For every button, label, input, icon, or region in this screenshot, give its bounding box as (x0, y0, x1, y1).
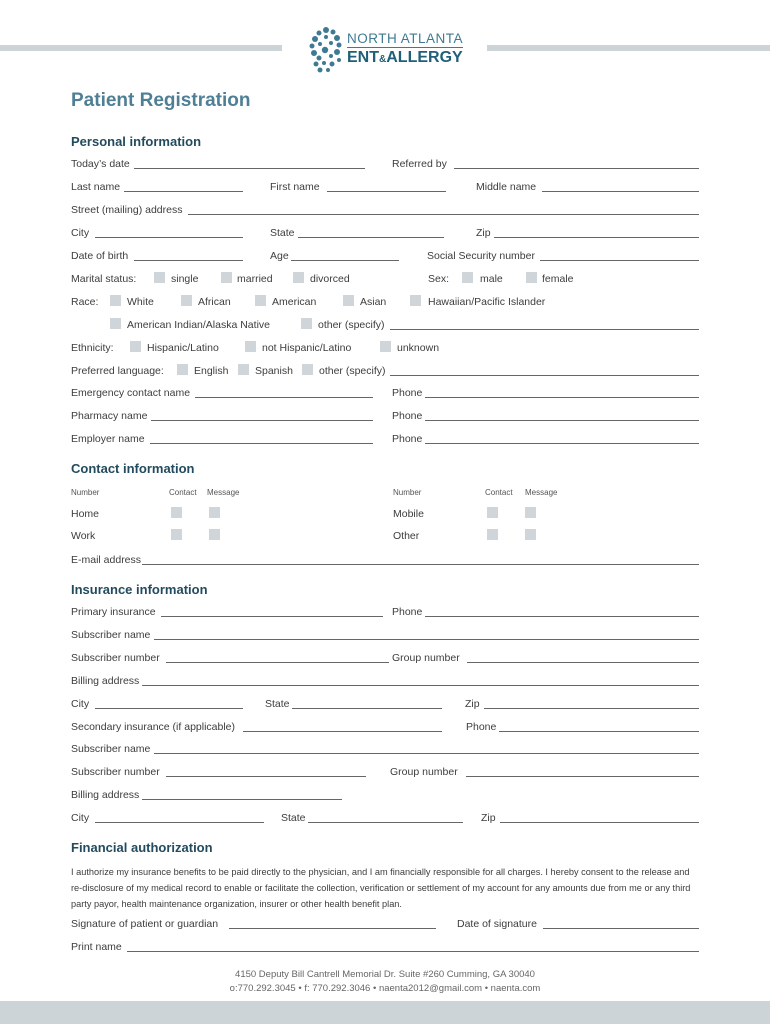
col-number-left: Number (71, 488, 100, 497)
subscriber-name-2-field[interactable] (154, 753, 699, 754)
unknown-label: unknown (397, 342, 440, 354)
footer-address: 4150 Deputy Bill Cantrell Memorial Dr. Suite #260 Cumming, GA 30040 (235, 969, 535, 980)
race-label: Race: (71, 296, 99, 308)
state-field[interactable] (298, 237, 444, 238)
financial-heading: Financial authorization (71, 840, 213, 855)
group-number-2-field[interactable] (466, 776, 699, 777)
print-name-label: Print name (71, 941, 122, 953)
col-message-right: Message (525, 488, 558, 497)
billing-field[interactable] (142, 685, 699, 686)
pharmacy-phone-label: Phone (392, 410, 423, 422)
ins-zip-2-label: Zip (481, 812, 496, 824)
employer-field[interactable] (150, 443, 373, 444)
todays-date-label: Today’s date (71, 158, 130, 170)
financial-text: I authorize my insurance benefits to be paid directly to the physician, and I am financially responsible for all charges. I hereby consent to the release and re-disclosure of my medical record to enable or facilitate the collection, verification or settlement of my account for any amounts due from me or any third party payor, health maintenance organization, insurer or other health benefit plan. (71, 867, 691, 909)
married-checkbox[interactable] (221, 272, 232, 283)
ins-state-2-label: State (281, 812, 306, 824)
date-signature-label: Date of signature (457, 918, 537, 930)
subscriber-number-label: Subscriber number (71, 652, 160, 664)
zip-field[interactable] (494, 237, 699, 238)
state-label: State (270, 227, 295, 239)
head-icon (306, 24, 346, 76)
other-contact-checkbox[interactable] (487, 529, 498, 540)
logo-ent: ENT (347, 49, 379, 66)
secondary-label: Secondary insurance (if applicable) (71, 721, 236, 733)
logo-line-2 (347, 49, 463, 67)
subscriber-number-2-label: Subscriber number (71, 766, 160, 778)
insurance-heading: Insurance information (71, 582, 208, 597)
mobile-contact-checkbox[interactable] (487, 507, 498, 518)
group-number-2-label: Group number (390, 766, 458, 778)
subscriber-name-field[interactable] (154, 639, 699, 640)
ins-city-field[interactable] (95, 708, 243, 709)
last-name-field[interactable] (124, 191, 243, 192)
logo-rule (347, 47, 463, 48)
ins-zip-field[interactable] (484, 708, 699, 709)
african-label: African (198, 296, 231, 308)
primary-phone-field[interactable] (425, 616, 699, 617)
work-contact-checkbox[interactable] (171, 529, 182, 540)
logo-amp: & (379, 54, 387, 65)
logo (306, 22, 471, 78)
emergency-phone-field[interactable] (425, 397, 699, 398)
age-label: Age (270, 250, 289, 262)
first-name-label: First name (270, 181, 320, 193)
ins-state-label: State (265, 698, 290, 710)
male-checkbox[interactable] (462, 272, 473, 283)
emergency-field[interactable] (195, 397, 373, 398)
group-number-label: Group number (392, 652, 460, 664)
referred-by-field[interactable] (454, 168, 699, 169)
other-label: Other (393, 530, 420, 542)
asian-label: Asian (360, 296, 387, 308)
single-checkbox[interactable] (154, 272, 165, 283)
subscriber-name-2-label: Subscriber name (71, 743, 151, 755)
logo-allergy: ALLERGY (386, 49, 463, 66)
white-checkbox[interactable] (110, 295, 121, 306)
married-label: married (237, 273, 273, 285)
email-field[interactable] (142, 564, 699, 565)
subscriber-number-2-field[interactable] (166, 776, 366, 777)
work-message-checkbox[interactable] (209, 529, 220, 540)
employer-phone-field[interactable] (425, 443, 699, 444)
american-indian-label: American Indian/Alaska Native (127, 319, 270, 331)
race-other-field[interactable] (390, 329, 699, 330)
personal-heading: Personal information (71, 134, 202, 149)
signature-field[interactable] (229, 928, 436, 929)
primary-phone-label: Phone (392, 606, 423, 618)
ethnicity-label: Ethnicity: (71, 342, 114, 354)
print-name-field[interactable] (127, 951, 699, 952)
street-field[interactable] (188, 214, 699, 215)
middle-name-label: Middle name (476, 181, 537, 193)
single-label: single (171, 273, 199, 285)
middle-name-field[interactable] (542, 191, 699, 192)
billing-2-field[interactable] (142, 799, 342, 800)
city-field[interactable] (95, 237, 243, 238)
home-message-checkbox[interactable] (209, 507, 220, 518)
last-name-label: Last name (71, 181, 121, 193)
african-checkbox[interactable] (181, 295, 192, 306)
ins-city-label: City (71, 698, 90, 710)
group-number-field[interactable] (467, 662, 699, 663)
english-label: English (194, 365, 229, 377)
primary-label: Primary insurance (71, 606, 156, 618)
marital-label: Marital status: (71, 273, 137, 285)
signature-label: Signature of patient or guardian (71, 918, 219, 930)
header-bar-right (487, 45, 770, 51)
page-title: Patient Registration (71, 90, 251, 111)
other-message-checkbox[interactable] (525, 529, 536, 540)
race-other-label: other (specify) (318, 319, 385, 331)
language-other-checkbox[interactable] (302, 364, 313, 375)
not-hispanic-label: not Hispanic/Latino (262, 342, 352, 354)
ins-city-2-label: City (71, 812, 90, 824)
pharmacy-phone-field[interactable] (425, 420, 699, 421)
zip-label: Zip (476, 227, 491, 239)
hawaiian-label: Hawaiian/Pacific Islander (428, 296, 546, 308)
ins-state-2-field[interactable] (308, 822, 463, 823)
mobile-message-checkbox[interactable] (525, 507, 536, 518)
col-contact-left: Contact (169, 488, 197, 497)
mobile-label: Mobile (393, 508, 424, 520)
billing-label: Billing address (71, 675, 140, 687)
language-other-field[interactable] (390, 375, 699, 376)
dob-label: Date of birth (71, 250, 129, 262)
date-signature-field[interactable] (543, 928, 699, 929)
secondary-phone-field[interactable] (499, 731, 699, 732)
not-hispanic-checkbox[interactable] (245, 341, 256, 352)
pharmacy-field[interactable] (151, 420, 373, 421)
first-name-field[interactable] (327, 191, 446, 192)
employer-label: Employer name (71, 433, 145, 445)
spanish-label: Spanish (255, 365, 293, 377)
col-number-right: Number (393, 488, 422, 497)
english-checkbox[interactable] (177, 364, 188, 375)
female-label: female (542, 273, 574, 285)
home-label: Home (71, 508, 100, 520)
age-field[interactable] (291, 260, 399, 261)
emergency-phone-label: Phone (392, 387, 423, 399)
female-checkbox[interactable] (526, 272, 537, 283)
language-label: Preferred language: (71, 365, 164, 377)
hispanic-label: Hispanic/Latino (147, 342, 219, 354)
american-indian-checkbox[interactable] (110, 318, 121, 329)
referred-by-label: Referred by (392, 158, 447, 170)
pharmacy-label: Pharmacy name (71, 410, 148, 422)
male-label: male (480, 273, 503, 285)
asian-checkbox[interactable] (343, 295, 354, 306)
unknown-checkbox[interactable] (380, 341, 391, 352)
american-checkbox[interactable] (255, 295, 266, 306)
subscriber-name-label: Subscriber name (71, 629, 151, 641)
hispanic-checkbox[interactable] (130, 341, 141, 352)
divorced-label: divorced (310, 273, 350, 285)
sex-label: Sex: (428, 273, 450, 285)
spanish-checkbox[interactable] (238, 364, 249, 375)
street-label: Street (mailing) address (71, 204, 183, 216)
emergency-label: Emergency contact name (71, 387, 191, 399)
employer-phone-label: Phone (392, 433, 423, 445)
ins-state-field[interactable] (292, 708, 442, 709)
dob-field[interactable] (134, 260, 243, 261)
header-bar-left (0, 45, 282, 51)
ins-zip-label: Zip (465, 698, 480, 710)
secondary-phone-label: Phone (466, 721, 497, 733)
logo-line-1: NORTH ATLANTA (347, 31, 464, 46)
col-message-left: Message (207, 488, 240, 497)
white-label: White (127, 296, 154, 308)
ssn-label: Social Security number (427, 250, 535, 262)
subscriber-number-field[interactable] (166, 662, 389, 663)
home-contact-checkbox[interactable] (171, 507, 182, 518)
divorced-checkbox[interactable] (293, 272, 304, 283)
primary-field[interactable] (161, 616, 383, 617)
hawaiian-checkbox[interactable] (410, 295, 421, 306)
email-label: E-mail address (71, 554, 142, 566)
work-label: Work (71, 530, 96, 542)
language-other-label: other (specify) (319, 365, 386, 377)
footer-bar (0, 1001, 770, 1024)
race-other-checkbox[interactable] (301, 318, 312, 329)
contact-heading: Contact information (71, 461, 195, 476)
ssn-field[interactable] (540, 260, 699, 261)
todays-date-field[interactable] (134, 168, 365, 169)
col-contact-right: Contact (485, 488, 513, 497)
secondary-field[interactable] (243, 731, 442, 732)
ins-city-2-field[interactable] (95, 822, 264, 823)
footer-contact: o:770.292.3045 • f: 770.292.3046 • naenta2012@gmail.com • naenta.com (229, 983, 541, 994)
american-label: American (272, 296, 317, 308)
city-label: City (71, 227, 90, 239)
ins-zip-2-field[interactable] (500, 822, 699, 823)
billing-2-label: Billing address (71, 789, 140, 801)
